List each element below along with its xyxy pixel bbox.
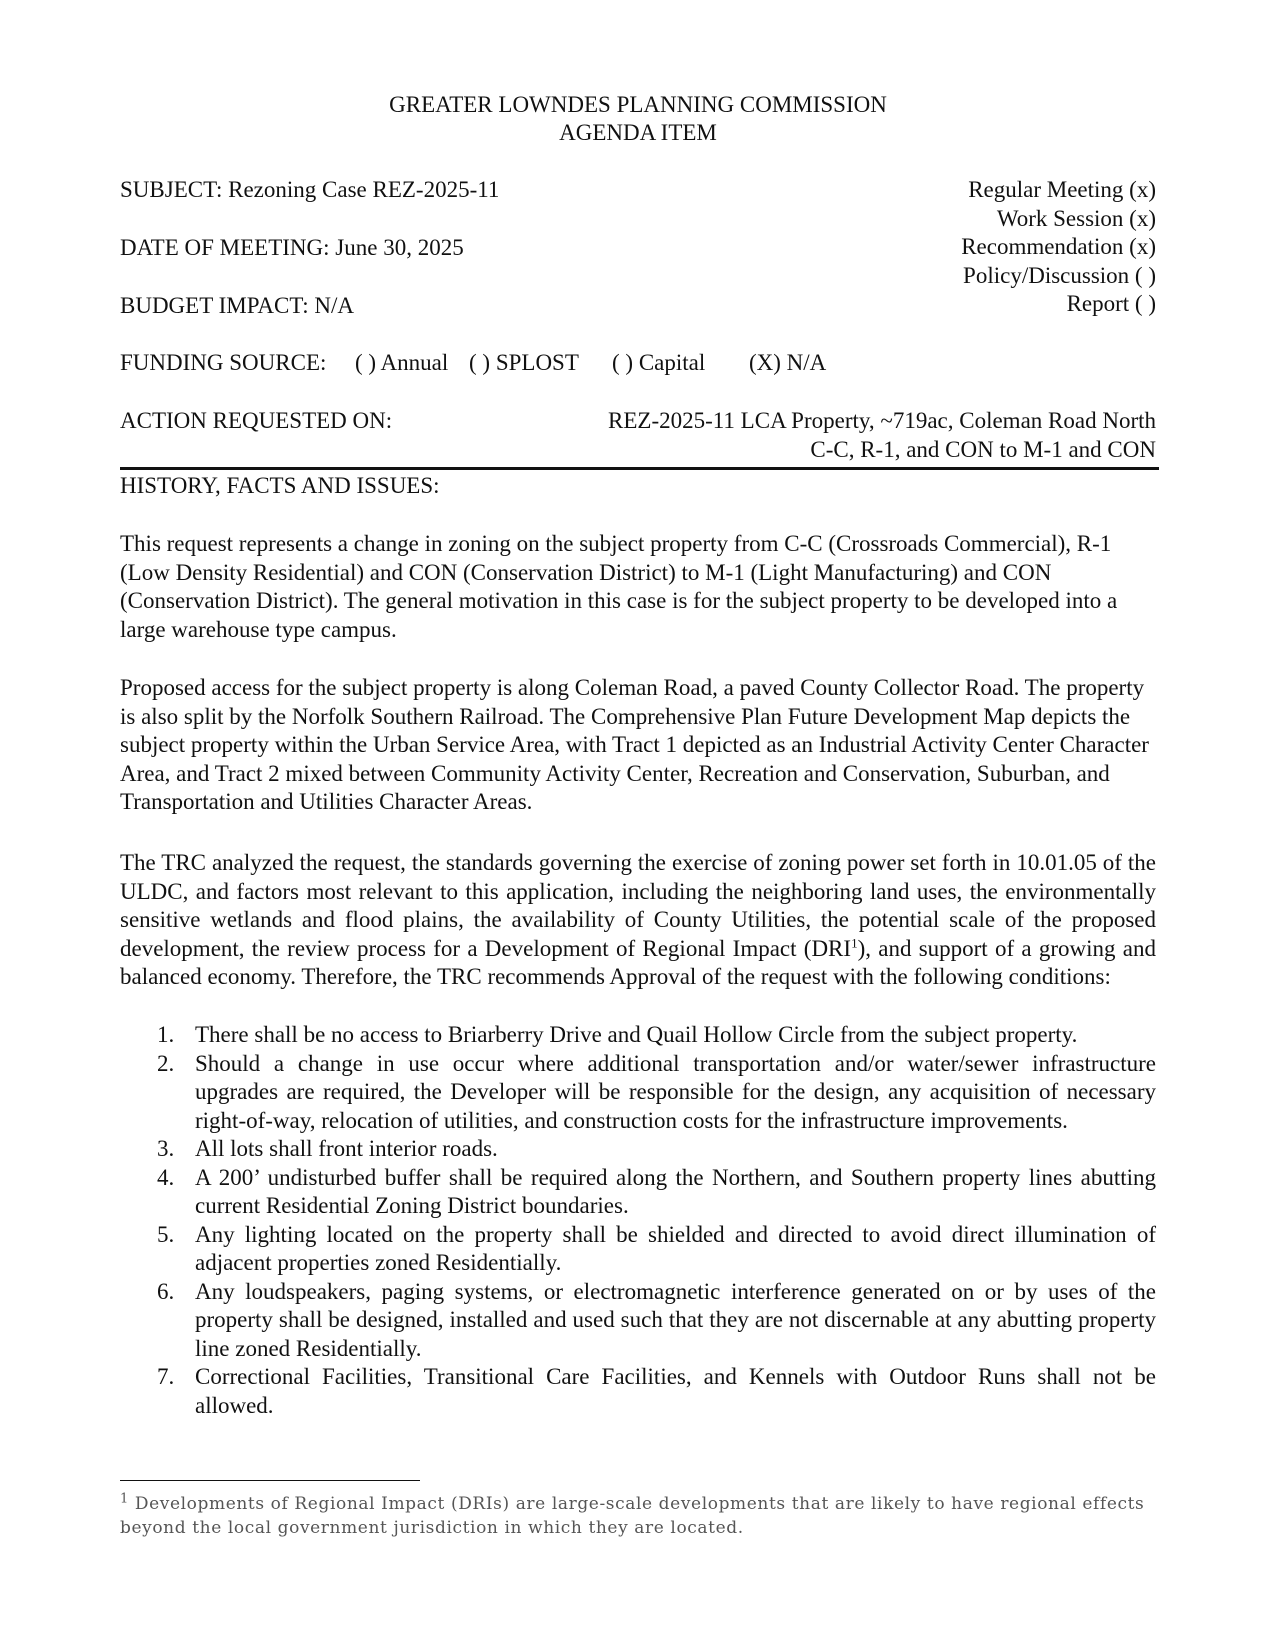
budget-impact-field: BUDGET IMPACT: N/A — [120, 293, 354, 318]
funding-source-row — [120, 349, 826, 378]
meeting-type-list — [961, 176, 1156, 319]
history-paragraph-3-part-b: ), and support of a growing and balanced economy. Therefore, the TRC recommends Approval of the request with the following conditions: — [120, 935, 1156, 989]
date-of-meeting-field: DATE OF MEETING: June 30, 2025 — [120, 235, 464, 260]
funding-splost: ( ) SPLOST — [469, 350, 579, 375]
condition-item: 4. A 200’ undisturbed buffer shall be required along the Northern, and Southern property lines abutting current Residential Zoning District boundaries. — [157, 1164, 1156, 1218]
history-paragraph-2: Proposed access for the subject property is along Coleman Road, a paved County Collector Road. The property is also split by the Norfolk Southern Railroad. The Comprehensive Plan Future Development Map depicts the subject property within the Urban Service Area, with Tract 1 depicted as an Industrial Activity Center Character Area, and Tract 2 mixed between Community Activity Center, Recreation and Conservation, Suburban, and Transportation and Utilities Character Areas. — [120, 675, 1149, 814]
section-divider — [120, 467, 1159, 470]
funding-source-label: FUNDING SOURCE: — [120, 350, 327, 375]
funding-capital: ( ) Capital — [612, 350, 706, 375]
condition-item: 2. Should a change in use occur where additional transportation and/or water/sewer infrastructure upgrades are required, the Developer will be responsible for the design, any acquisition of necessary right-of-way, relocation of utilities, and construction costs for the infrastructure improvements. — [157, 1050, 1156, 1133]
footnote-reference[interactable]: 1 — [851, 934, 858, 950]
condition-item: 1. There shall be no access to Briarberry Drive and Quail Hollow Circle from the subject property. — [157, 1022, 1078, 1047]
history-heading: HISTORY, FACTS AND ISSUES: — [120, 473, 440, 498]
condition-item: 5. Any lighting located on the property shall be shielded and directed to avoid direct illumination of adjacent properties zoned Residentially. — [157, 1221, 1156, 1275]
agenda-item-title: AGENDA ITEM — [559, 120, 717, 145]
footnote — [120, 1493, 1156, 1540]
condition-item: 3. All lots shall front interior roads. — [157, 1136, 498, 1161]
footnote-text: Developments of Regional Impact (DRIs) are large-scale developments that are likely to have regional effects beyond the local government jurisdiction in which they are located. — [120, 1494, 1145, 1538]
history-paragraph-3 — [120, 849, 1156, 992]
meeting-type-work-session: Work Session (x) — [996, 205, 1156, 231]
footnote-divider — [120, 1480, 420, 1481]
condition-item: 6. Any loudspeakers, paging systems, or electromagnetic interference generated on or by uses of the property shall be designed, installed and used such that they are not discernable at any abutting property line zoned Residentially. — [157, 1278, 1156, 1361]
history-paragraph-1: This request represents a change in zoning on the subject property from C-C (Crossroads Commercial), R-1 (Low Density Residential) and CON (Conservation District) to M-1 (Light Manufacturing) and CON (Conservation District). The general motivation in this case is for the subject property to be developed into a large warehouse type campus. — [120, 531, 1118, 642]
action-requested-line2: C-C, R-1, and CON to M-1 and CON — [810, 437, 1156, 462]
commission-title: GREATER LOWNDES PLANNING COMMISSION — [389, 92, 887, 117]
action-requested-line1: REZ-2025-11 LCA Property, ~719ac, Coleman Road North — [608, 408, 1156, 433]
meeting-type-recommendation: Recommendation (x) — [961, 234, 1156, 259]
meeting-type-regular: Regular Meeting (x) — [968, 177, 1156, 202]
meeting-type-report: Report ( ) — [1066, 291, 1156, 316]
meeting-type-policy: Policy/Discussion ( ) — [963, 262, 1156, 288]
footnote-marker: 1 — [120, 1491, 129, 1507]
conditions-list — [120, 1021, 1156, 1420]
funding-annual: ( ) Annual — [355, 350, 449, 375]
history-paragraph-3-part-a: The TRC analyzed the request, the standards governing the exercise of zoning power set forth in 10.01.05 of the ULDC, and factors most relevant to this application, including the neighboring land uses, the environmentally sensitive wetlands and flood plains, the availability of County Utilities, the potential scale of the proposed development, the review process for a Development of Regional Impact (DRI — [120, 850, 1156, 961]
action-requested-label: ACTION REQUESTED ON: — [120, 408, 393, 433]
funding-na: (X) N/A — [749, 350, 827, 375]
condition-item: 7. Correctional Facilities, Transitional Care Facilities, and Kennels with Outdoor Runs shall not be allowed. — [157, 1364, 1156, 1418]
subject-field: SUBJECT: Rezoning Case REZ-2025-11 — [120, 177, 500, 202]
